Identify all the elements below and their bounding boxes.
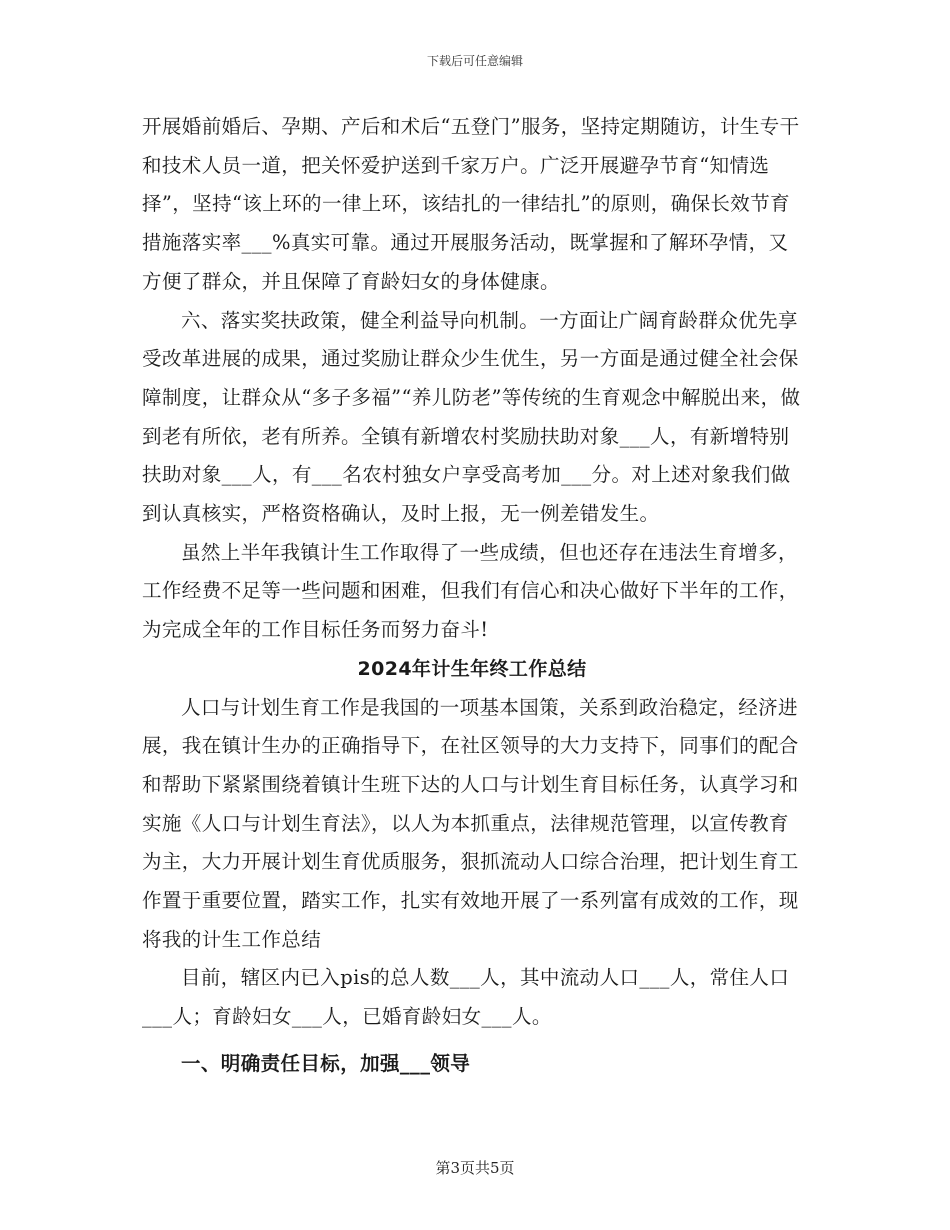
document-body — [142, 108, 802, 1084]
paragraph: 六、落实奖扶政策，健全利益导向机制。一方面让广阔育龄群众优先享受改革进展的成果，通过奖励让群众少生优生，另一方面是通过健全社会保障制度，让群众从“多子多福”“养儿防老”等传统的生育观念中解脱出来，做到老有所依，老有所养。全镇有新增农村奖励扶助对象___人，有新增特别扶助对象___人，有___名农村独女户享受高考加___分。对上述对象我们做到认真核实，严格资格确认，及时上报，无一例差错发生。 — [142, 308, 801, 526]
page-header: 下载后可任意编辑 — [426, 54, 523, 68]
page-number: 第3页共5页 — [435, 1159, 515, 1177]
paragraph: 虽然上半年我镇计生工作取得了一些成绩，但也还存在违法生育增多，工作经费不足等一些问题和困难，但我们有信心和决心做好下半年的工作，为完成全年的工作目标任务而努力奋斗! — [142, 540, 799, 642]
paragraph: 开展婚前婚后、孕期、产后和术后“五登门”服务，坚持定期随访，计生专干和技术人员一道，把关怀爱护送到千家万户。广泛开展避孕节育“知情选择”，坚持“该上环的一律上环，该结扎的一律结扎”的原则，确保长效节育措施落实率___%真实可靠。通过开展服务活动，既掌握和了解环孕情，又方便了群众，并且保障了育龄妇女的身体健康。 — [142, 115, 800, 293]
paragraph: 人口与计划生育工作是我国的一项基本国策，关系到政治稳定，经济进展，我在镇计生办的正确指导下，在社区领导的大力支持下，同事们的配合和帮助下紧紧围绕着镇计生班下达的人口与计划生育目标任务，认真学习和实施《人口与计划生育法》，以人为本抓重点，法律规范管理，以宣传教育为主，大力开展计划生育优质服务，狠抓流动人口综合治理，把计划生育工作置于重要位置，踏实工作，扎实有效地开展了一系列富有成效的工作，现将我的计生工作总结 — [142, 695, 799, 951]
document-title: 2024年计生年终工作总结 — [357, 657, 587, 680]
paragraph: 目前，辖区内已入pis的总人数___人，其中流动人口___人，常住人口___人；育龄妇女___人，已婚育龄妇女___人。 — [142, 966, 790, 1029]
section-heading: 一、明确责任目标，加强___领导 — [181, 1051, 471, 1075]
